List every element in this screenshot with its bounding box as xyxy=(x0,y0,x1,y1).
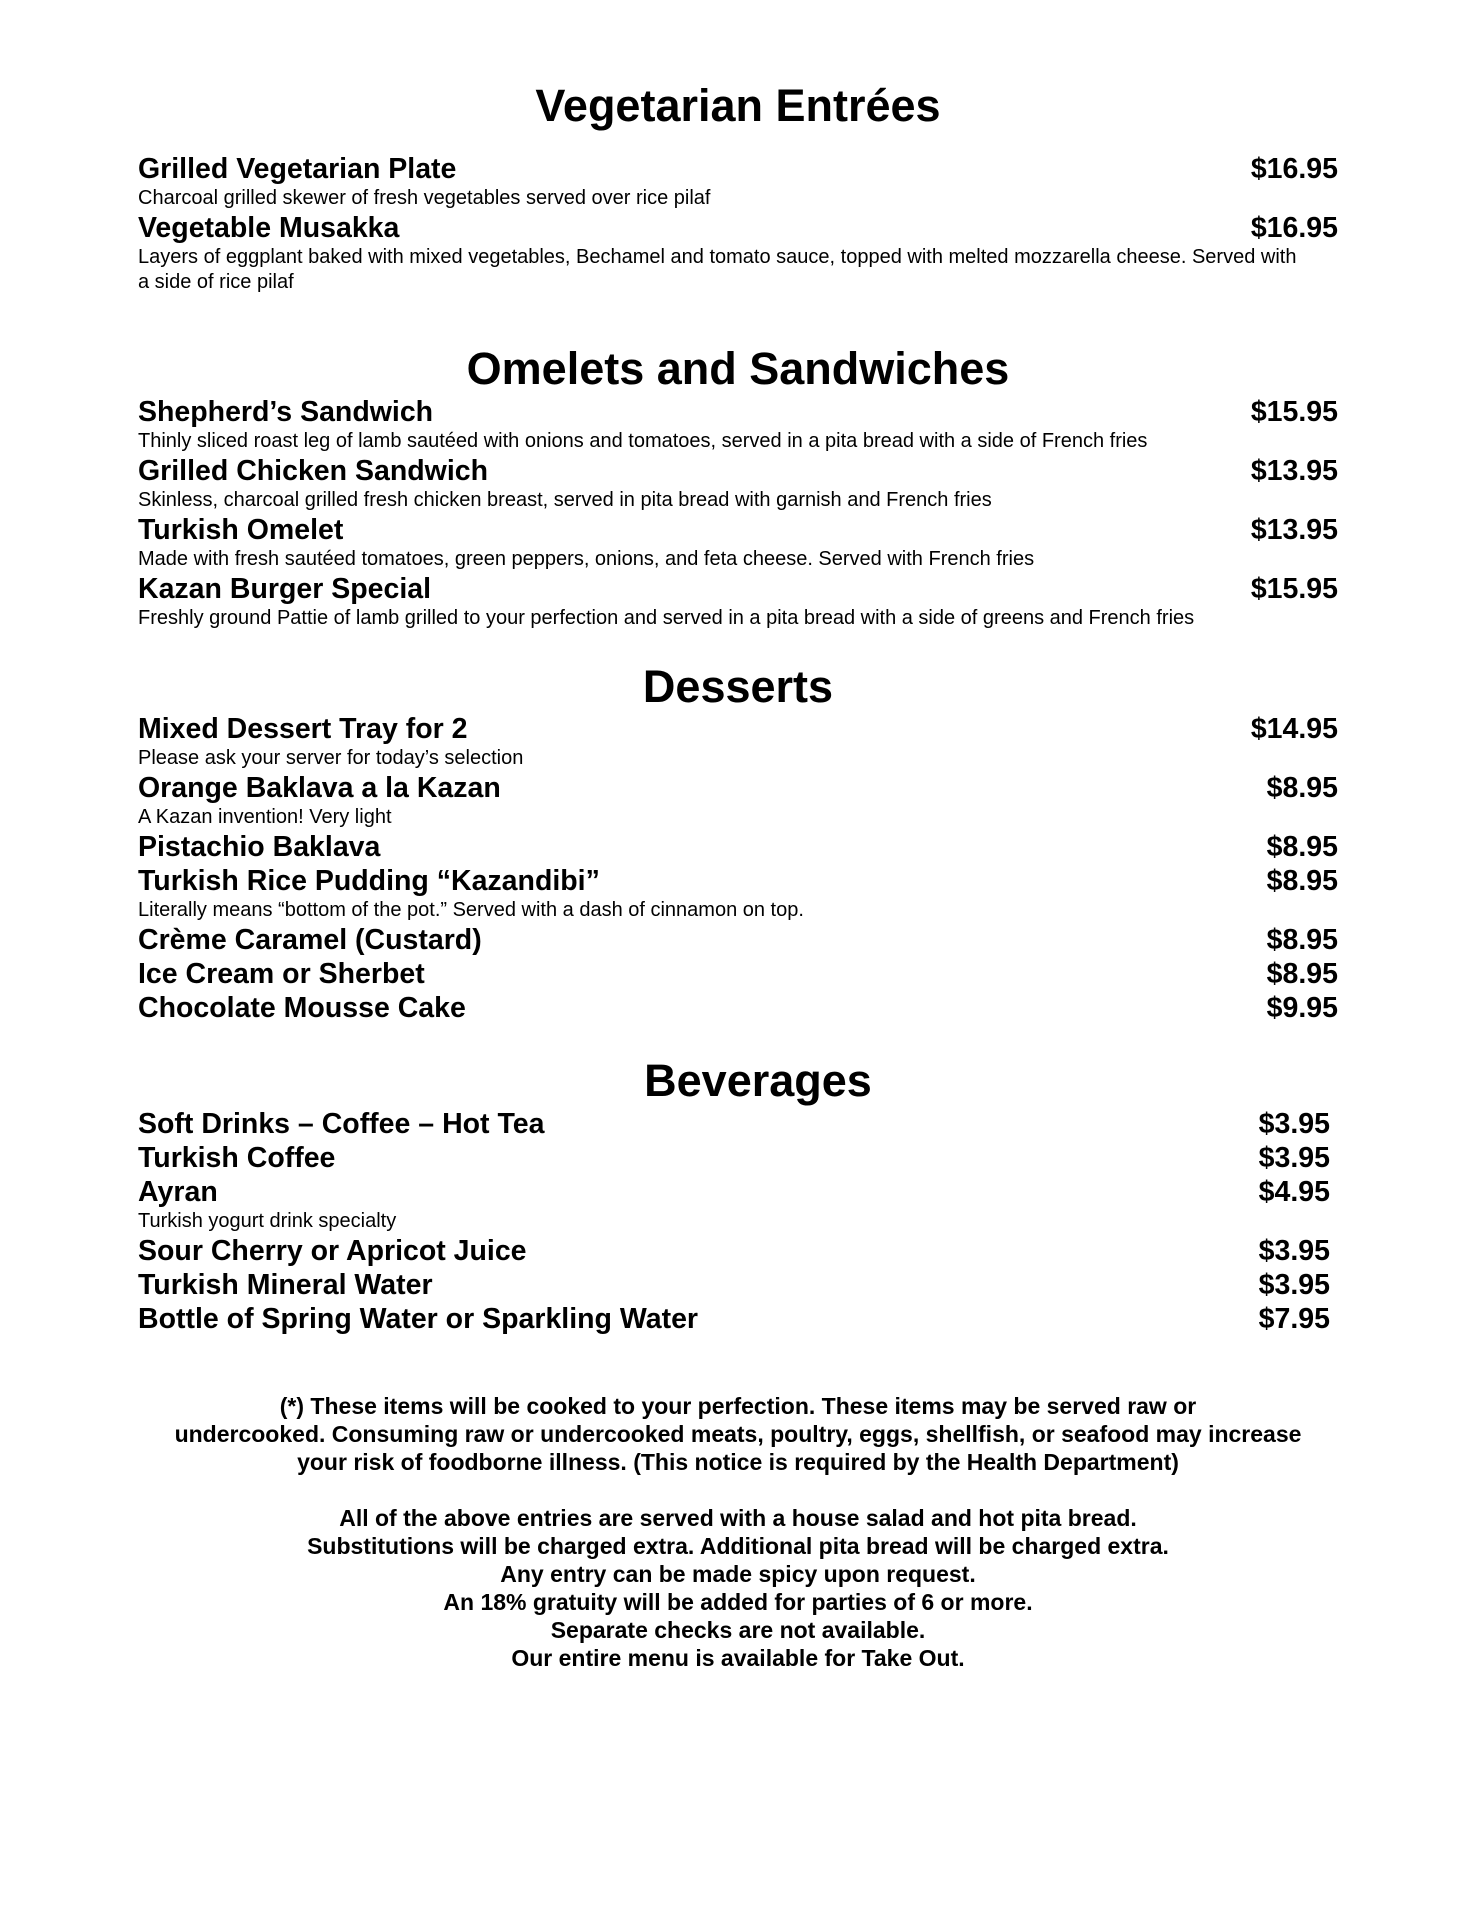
health-notice xyxy=(138,1392,1338,1476)
item-description: Layers of eggplant baked with mixed vegetables, Bechamel and tomato sauce, topped with melted mozzarella cheese. Served with a side of rice pilaf xyxy=(138,245,1297,293)
menu-item xyxy=(138,1234,1330,1268)
item-name: Bottle of Spring Water or Sparkling Water xyxy=(138,1303,699,1335)
item-name: Chocolate Mousse Cake xyxy=(138,992,466,1025)
item-description: Literally means “bottom of the pot.” Served with a dash of cinnamon on top. xyxy=(138,899,804,922)
item-price: $4.95 xyxy=(1258,1176,1330,1208)
menu-item xyxy=(138,1302,1330,1336)
item-name: Sour Cherry or Apricot Juice xyxy=(138,1235,527,1267)
item-price: $15.95 xyxy=(1250,572,1338,605)
policies xyxy=(138,1504,1338,1672)
item-price: $8.95 xyxy=(1266,924,1338,957)
item-description: Charcoal grilled skewer of fresh vegetables served over rice pilaf xyxy=(138,186,711,209)
item-price: $3.95 xyxy=(1258,1235,1330,1267)
item-price: $8.95 xyxy=(1266,772,1338,805)
menu-item xyxy=(138,771,1338,830)
menu-item xyxy=(138,211,1338,295)
item-price: $13.95 xyxy=(1250,454,1338,487)
item-name: Soft Drinks – Coffee – Hot Tea xyxy=(138,1108,545,1140)
section-desserts xyxy=(138,661,1338,1026)
policy-line: An 18% gratuity will be added for parties of 6 or more. xyxy=(443,1589,1033,1615)
item-name: Orange Baklava a la Kazan xyxy=(138,772,501,805)
item-price: $15.95 xyxy=(1250,395,1338,428)
menu-item xyxy=(138,830,1338,864)
item-price: $8.95 xyxy=(1266,865,1338,898)
menu-item xyxy=(138,864,1338,923)
item-name: Kazan Burger Special xyxy=(138,572,432,605)
item-name: Shepherd’s Sandwich xyxy=(138,395,434,428)
item-name: Mixed Dessert Tray for 2 xyxy=(138,713,468,746)
item-description: Skinless, charcoal grilled fresh chicken breast, served in pita bread with garnish and French fries xyxy=(138,488,992,511)
section-title: Beverages xyxy=(644,1055,872,1107)
item-price: $13.95 xyxy=(1250,513,1338,546)
policy-line: Our entire menu is available for Take Out. xyxy=(511,1645,965,1671)
item-name: Ice Cream or Sherbet xyxy=(138,958,425,991)
menu-item xyxy=(138,991,1338,1025)
menu-page xyxy=(138,80,1338,1672)
item-price: $8.95 xyxy=(1266,958,1338,991)
item-name: Vegetable Musakka xyxy=(138,211,400,244)
menu-item xyxy=(138,1141,1330,1175)
menu-item xyxy=(138,152,1338,211)
section-title: Omelets and Sandwiches xyxy=(466,342,1010,394)
item-name: Turkish Mineral Water xyxy=(138,1269,433,1301)
item-price: $3.95 xyxy=(1258,1142,1330,1174)
menu-item xyxy=(138,1268,1330,1302)
item-name: Crème Caramel (Custard) xyxy=(138,924,482,957)
section-vegetarian-entrees xyxy=(138,80,1338,295)
item-price: $3.95 xyxy=(1258,1108,1330,1140)
section-title: Vegetarian Entrées xyxy=(535,80,941,131)
item-description: Made with fresh sautéed tomatoes, green peppers, onions, and feta cheese. Served with French fries xyxy=(138,547,1035,570)
menu-item xyxy=(138,1175,1330,1234)
item-name: Pistachio Baklava xyxy=(138,831,381,864)
item-name: Turkish Coffee xyxy=(138,1142,336,1174)
item-price: $7.95 xyxy=(1258,1303,1330,1335)
item-name: Turkish Omelet xyxy=(138,513,344,546)
policy-line: Substitutions will be charged extra. Additional pita bread will be charged extra. xyxy=(307,1533,1169,1559)
item-description: Turkish yogurt drink specialty xyxy=(138,1210,397,1232)
menu-item xyxy=(138,513,1338,572)
item-name: Ayran xyxy=(138,1176,218,1208)
item-price: $16.95 xyxy=(1250,211,1338,244)
menu-item xyxy=(138,923,1338,957)
notice-line: your risk of foodborne illness. (This notice is required by the Health Department) xyxy=(297,1449,1179,1475)
section-omelets-sandwiches xyxy=(138,343,1338,631)
policy-line: Any entry can be made spicy upon request. xyxy=(500,1561,976,1587)
item-description: Thinly sliced roast leg of lamb sautéed with onions and tomatoes, served in a pita bread with a side of French fries xyxy=(138,429,1148,452)
menu-item xyxy=(138,1107,1330,1141)
menu-item xyxy=(138,454,1338,513)
item-name: Turkish Rice Pudding “Kazandibi” xyxy=(138,865,600,898)
notice-line: (*) These items will be cooked to your perfection. These items may be served raw or xyxy=(279,1393,1197,1419)
section-beverages xyxy=(138,1055,1338,1336)
item-price: $3.95 xyxy=(1258,1269,1330,1301)
menu-item xyxy=(138,957,1338,991)
item-price: $16.95 xyxy=(1250,152,1338,185)
policy-line: All of the above entries are served with a house salad and hot pita bread. xyxy=(339,1505,1137,1531)
item-price: $9.95 xyxy=(1266,992,1338,1025)
menu-item xyxy=(138,395,1338,454)
item-name: Grilled Chicken Sandwich xyxy=(138,454,489,487)
item-description: A Kazan invention! Very light xyxy=(138,806,392,829)
item-price: $14.95 xyxy=(1250,713,1338,746)
menu-item xyxy=(138,572,1338,631)
section-title: Desserts xyxy=(642,660,834,712)
notice-line: undercooked. Consuming raw or undercooked meats, poultry, eggs, shellfish, or seafood may increase xyxy=(174,1421,1302,1447)
item-price: $8.95 xyxy=(1266,831,1338,864)
item-description: Please ask your server for today’s selection xyxy=(138,747,524,770)
policy-line: Separate checks are not available. xyxy=(550,1617,926,1643)
item-description: Freshly ground Pattie of lamb grilled to your perfection and served in a pita bread with a side of greens and French fries xyxy=(138,606,1195,629)
item-name: Grilled Vegetarian Plate xyxy=(138,152,457,185)
menu-item xyxy=(138,712,1338,771)
